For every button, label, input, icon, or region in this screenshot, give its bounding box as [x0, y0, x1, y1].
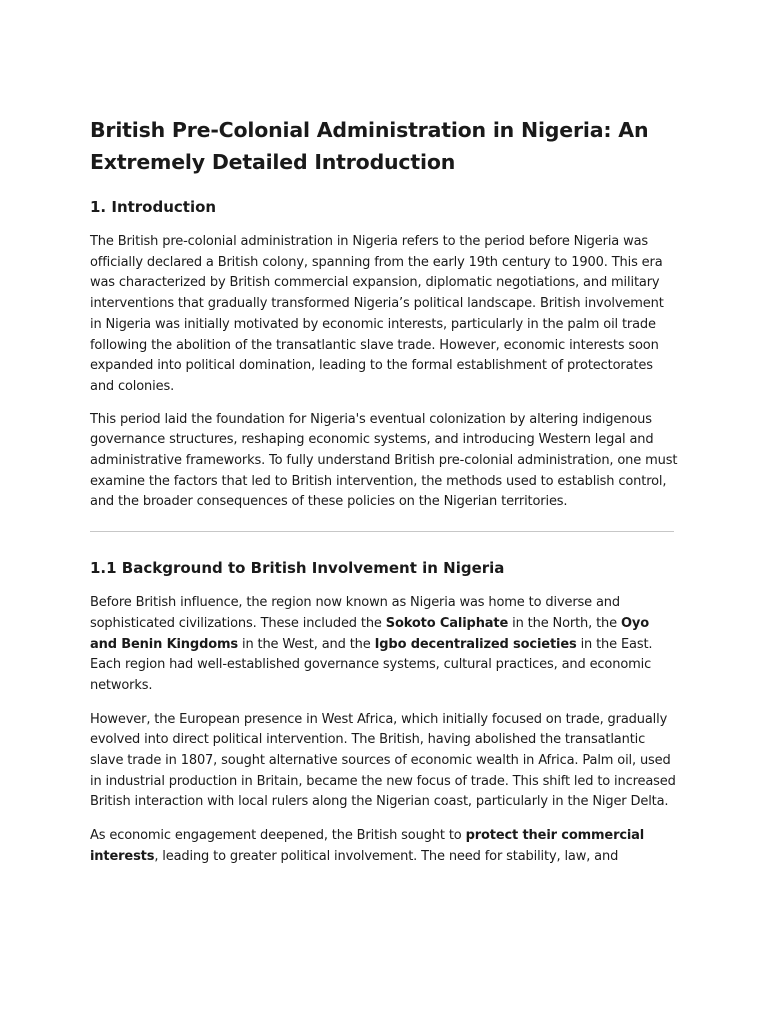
text-run: As economic engagement deepened, the British sought to: [90, 828, 466, 844]
section-heading-background: 1.1 Background to British Involvement in Nigeria: [90, 559, 505, 578]
background-paragraph-2: However, the European presence in West Africa, which initially focused on trade, gradually evolved into direct political intervention. The British, having abolished the transatlantic slave trade in 1807, sought alternative sources of economic wealth in Africa. Palm oil, used in industrial production in Britain, became the new focus of trade. This shift led to increased British interaction with local rulers along the Nigerian coast, particularly in the Niger Delta.: [90, 711, 676, 810]
bold-term-commercial-interests: protect their commercial interests: [90, 828, 645, 864]
section-divider: [90, 531, 674, 532]
document-title: British Pre-Colonial Administration in Nigeria: An Extremely Detailed Introduction: [90, 118, 649, 174]
bold-term-sokoto-caliphate: Sokoto Caliphate: [385, 615, 509, 631]
background-paragraph-3: [90, 826, 678, 867]
intro-paragraph-2: This period laid the foundation for Nigeria's eventual colonization by altering indigenous governance structures, reshaping economic systems, and introducing Western legal and administrative frameworks. To fully understand British pre-colonial administration, one must examine the factors that led to British intervention, the methods used to establish control, and the broader consequences of these policies on the Nigerian territories.: [90, 411, 678, 510]
bold-term-oyo-benin-kingdoms: Oyo and Benin Kingdoms: [90, 615, 649, 652]
text-run: in the West, and the: [238, 636, 375, 652]
text-run: Before British influence, the region now known as Nigeria was home to diverse and sophisticated civilizations. These included the: [90, 595, 620, 631]
document-page: [90, 114, 678, 868]
text-run: , leading to greater political involvement. The need for stability, law, and: [154, 848, 619, 864]
section-heading-introduction: 1. Introduction: [90, 198, 217, 216]
intro-paragraph-1: The British pre-colonial administration in Nigeria refers to the period before Nigeria was officially declared a British colony, spanning from the early 19th century to 1900. This era was characterized by British commercial expansion, diplomatic negotiations, and military interventions that gradually transformed Nigeria’s political landscape. British involvement in Nigeria was initially motivated by economic interests, particularly in the palm oil trade following the abolition of the transatlantic slave trade. However, economic interests soon expanded into political domination, leading to the formal establishment of protectorates and colonies.: [90, 234, 664, 394]
background-paragraph-1: [90, 593, 678, 697]
text-run: in the East. Each region had well-established governance systems, cultural practices, and economic networks.: [90, 636, 653, 693]
text-run: in the North, the: [508, 615, 621, 631]
bold-term-igbo-societies: Igbo decentralized societies: [374, 636, 577, 652]
